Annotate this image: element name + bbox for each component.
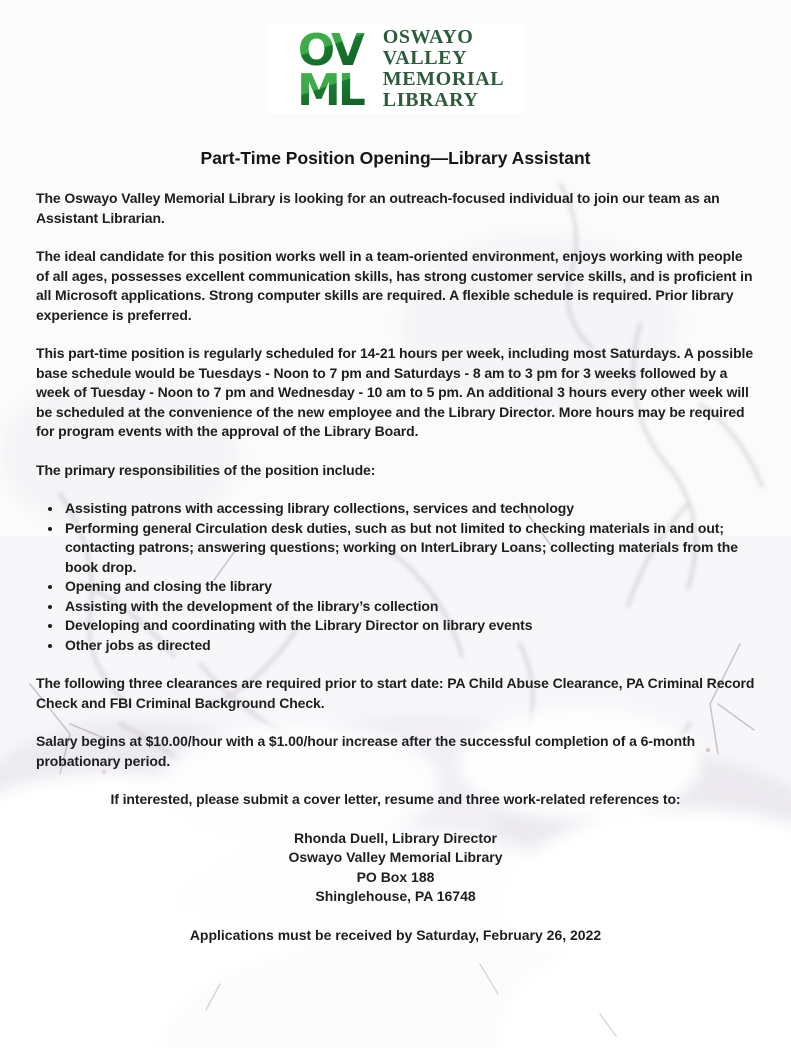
wordmark-line: LIBRARY xyxy=(382,89,479,111)
list-item: • Opening and closing the library xyxy=(63,577,755,597)
ovml-monogram-icon xyxy=(287,29,373,109)
apply-instruction: If interested, please submit a cover letter, resume and three work-related references to: xyxy=(110,791,681,807)
list-item: • Assisting with the development of the library’s collection xyxy=(63,597,755,617)
clearances-paragraph: The following three clearances are required prior to start date: PA Child Abuse Clearance, PA Criminal Record Check and FBI Criminal Background Check. xyxy=(36,675,755,711)
monogram-bottom-row: ML xyxy=(296,65,363,109)
page-title: Part-Time Position Opening—Library Assistant xyxy=(200,148,591,168)
responsibilities-list xyxy=(36,499,755,655)
library-logo xyxy=(268,24,524,114)
contact-name: Rhonda Duell, Library Director xyxy=(293,829,498,846)
responsibilities-intro: The primary responsibilities of the position include: xyxy=(36,461,376,478)
wordmark-line: VALLEY xyxy=(382,47,468,69)
list-item: • Performing general Circulation desk duties, such as but not limited to checking materials in and out; contacting patrons; answering questions; working on InterLibrary Loans; collecting materials from the book drop. xyxy=(63,519,755,578)
contact-address xyxy=(36,829,755,907)
contact-po-box: PO Box 188 xyxy=(356,868,435,885)
application-deadline: Applications must be received by Saturday, February 26, 2022 xyxy=(189,926,602,943)
monogram-top-row: OV xyxy=(297,29,362,77)
flyer-page xyxy=(0,24,791,945)
list-item: • Other jobs as directed xyxy=(63,636,755,656)
contact-organization: Oswayo Valley Memorial Library xyxy=(288,849,503,865)
schedule-paragraph: This part-time position is regularly scheduled for 14-21 hours per week, including most Saturdays. A possible base schedule would be Tuesdays - Noon to 7 pm and Saturdays - 8 am to 3 pm for 3 weeks followed by a week of Tuesday - Noon to 7 pm and Wednesday - 10 am to 5 pm. An additional 3 hours every other week will be scheduled at the convenience of the new employee and the Library Director. More hours may be required for program events with the approval of the Library Board. xyxy=(36,345,754,439)
contact-city-state-zip: Shinglehouse, PA 16748 xyxy=(315,888,476,904)
wordmark-line: MEMORIAL xyxy=(382,68,505,90)
salary-paragraph: Salary begins at $10.00/hour with a $1.00/hour increase after the successful completion of a 6-month probationary period. xyxy=(36,733,696,769)
intro-paragraph: The Oswayo Valley Memorial Library is looking for an outreach-focused individual to join our team as an Assistant Librarian. xyxy=(36,190,720,226)
list-item: • Developing and coordinating with the Library Director on library events xyxy=(63,616,755,636)
wordmark-line: OSWAYO xyxy=(382,26,474,48)
list-item: • Assisting patrons with accessing library collections, services and technology xyxy=(63,499,755,519)
candidate-paragraph: The ideal candidate for this position works well in a team-oriented environment, enjoys working with people of all ages, possesses excellent communication skills, has strong customer service skills, and is proficient in all Microsoft applications. Strong computer skills are required. A flexible schedule is required. Prior library experience is preferred. xyxy=(36,248,753,323)
library-wordmark xyxy=(383,27,504,111)
